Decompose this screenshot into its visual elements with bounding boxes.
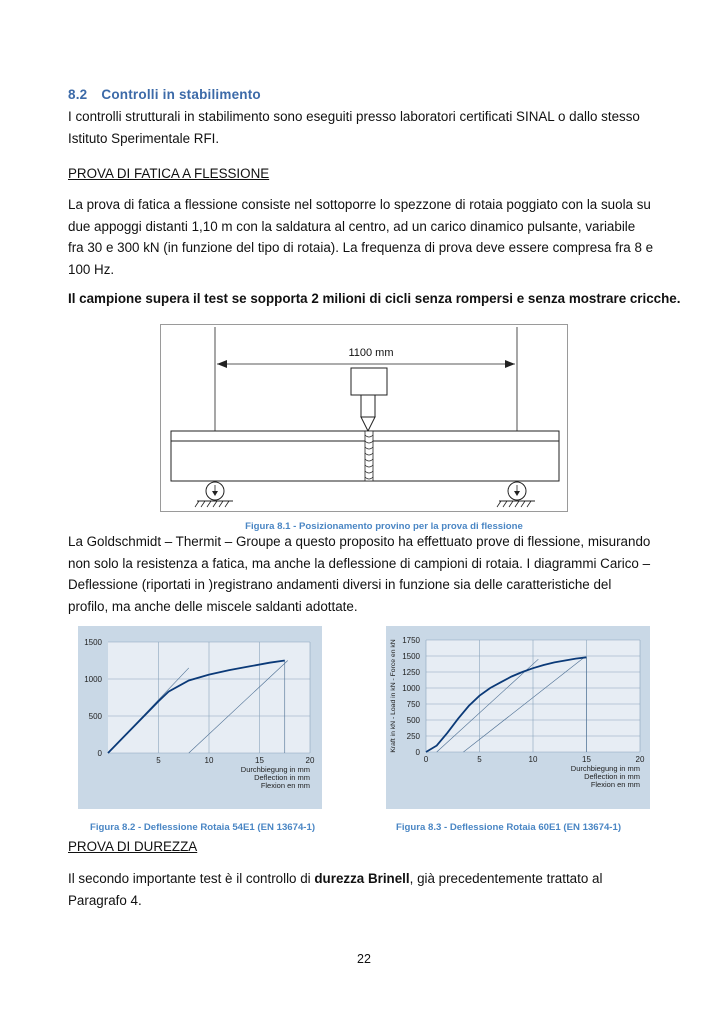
- x-tick-label: 15: [255, 756, 264, 765]
- fatigue-line: fra 30 e 300 kN (in funzione del tipo di rotaia). La frequenza di prova deve essere compresa fra 8 e: [68, 240, 654, 256]
- x-tick-label: 20: [305, 756, 315, 765]
- x-tick-label: 15: [582, 755, 591, 764]
- chart-54e1: [78, 626, 322, 809]
- section-title: Controlli in stabilimento: [101, 87, 261, 102]
- chart-60e1: [386, 626, 650, 809]
- x-tick-label: 10: [204, 756, 214, 765]
- hardness-text: Il secondo importante test è il controllo di: [68, 871, 315, 886]
- goldschmidt-line: profilo, ma anche delle miscele saldanti adottate.: [68, 598, 358, 614]
- y-tick-label: 1000: [84, 675, 102, 684]
- dimension-arrow-right: [505, 360, 515, 368]
- load-piston: [361, 395, 375, 417]
- weld-zone: [365, 431, 373, 481]
- load-actuator: [351, 368, 387, 395]
- fatigue-line: 100 Hz.: [68, 261, 115, 277]
- y-tick-label: 1000: [402, 684, 420, 693]
- x-axis-label: Durchbiegung in mm: [570, 764, 640, 773]
- y-tick-label: 750: [406, 700, 420, 709]
- hardness-heading: PROVA DI DUREZZA: [68, 839, 198, 854]
- y-tick-label: 1500: [402, 652, 420, 661]
- goldschmidt-paragraph: [68, 531, 650, 617]
- goldschmidt-line: La Goldschmidt – Thermit – Groupe a questo proposito ha effettuato prove di flessione, misurando: [68, 534, 651, 549]
- x-axis-label: Deflection in mm: [254, 773, 310, 782]
- fatigue-line: due appoggi distanti 1,10 m con la saldatura al centro, ad un carico dinamico pulsante, variabile: [68, 218, 636, 234]
- y-tick-label: 1500: [84, 638, 102, 647]
- x-axis-label: Flexion en mm: [260, 781, 310, 790]
- chart-54e1-svg: [78, 626, 322, 809]
- figure-8-2-caption: Figura 8.2 - Deflessione Rotaia 54E1 (EN 13674-1): [90, 822, 316, 833]
- hardness-text-end: , già precedentemente trattato al: [409, 871, 603, 886]
- fatigue-paragraph: [68, 194, 653, 280]
- intro-line: I controlli strutturali in stabilimento sono eseguiti presso laboratori certificati SINAL o dallo stesso: [68, 109, 640, 124]
- dimension-arrow-left: [217, 360, 227, 368]
- intro-line: Istituto Sperimentale RFI.: [68, 130, 220, 146]
- figure-8-1-caption: Figura 8.1 - Posizionamento provino per la prova di flessione: [245, 521, 523, 532]
- dimension-label: 1100 mm: [348, 347, 394, 359]
- y-tick-label: 250: [406, 732, 420, 741]
- x-tick-label: 5: [477, 755, 482, 764]
- goldschmidt-line: Deflessione (riportati in )registrano andamenti diversi in funzione sia delle caratteristiche del: [68, 577, 612, 593]
- y-tick-label: 0: [415, 748, 420, 757]
- chart-60e1-svg: [386, 626, 650, 809]
- page-number: 22: [357, 952, 371, 966]
- hardness-line-2: Paragrafo 4.: [68, 892, 142, 908]
- bending-test-figure: [160, 324, 568, 512]
- y-tick-label: 500: [88, 712, 102, 721]
- y-tick-label: 1250: [402, 668, 420, 677]
- section-heading: [68, 87, 261, 102]
- right-ground-hatch: [497, 501, 531, 507]
- x-tick-label: 0: [423, 755, 429, 764]
- figure-8-3-caption: Figura 8.3 - Deflessione Rotaia 60E1 (EN 13674-1): [396, 822, 622, 833]
- bending-test-diagram: [161, 325, 567, 511]
- x-tick-label: 20: [635, 755, 645, 764]
- left-ground-hatch: [195, 501, 229, 507]
- y-tick-label: 500: [406, 716, 420, 725]
- y-tick-label: 1750: [402, 636, 420, 645]
- x-axis-label: Flexion en mm: [590, 780, 640, 789]
- fatigue-heading: PROVA DI FATICA A FLESSIONE: [68, 166, 270, 181]
- intro-paragraph: [68, 106, 640, 149]
- hardness-line: [68, 868, 602, 890]
- x-tick-label: 10: [528, 755, 538, 764]
- load-tip: [361, 417, 375, 431]
- y-axis-label: Kraft in kN - Load in kN - Force en kN: [390, 639, 397, 753]
- x-axis-label: Durchbiegung in mm: [240, 765, 310, 774]
- hardness-paragraph: [68, 868, 602, 911]
- x-tick-label: 5: [156, 756, 161, 765]
- hardness-bold-term: durezza Brinell: [314, 871, 410, 886]
- y-tick-label: 0: [97, 749, 102, 758]
- goldschmidt-line: non solo la resistenza a fatica, ma anche la deflessione di campioni di rotaia. I diagrammi Carico –: [68, 555, 651, 571]
- fatigue-line: La prova di fatica a flessione consiste nel sottoporre lo spezzone di rotaia poggiato con la suola su: [68, 197, 651, 212]
- fatigue-criterion: Il campione supera il test se sopporta 2 milioni di cicli senza rompersi e senza mostrare cricche.: [68, 291, 681, 306]
- x-axis-label: Deflection in mm: [584, 772, 640, 781]
- section-number: 8.2: [68, 87, 88, 102]
